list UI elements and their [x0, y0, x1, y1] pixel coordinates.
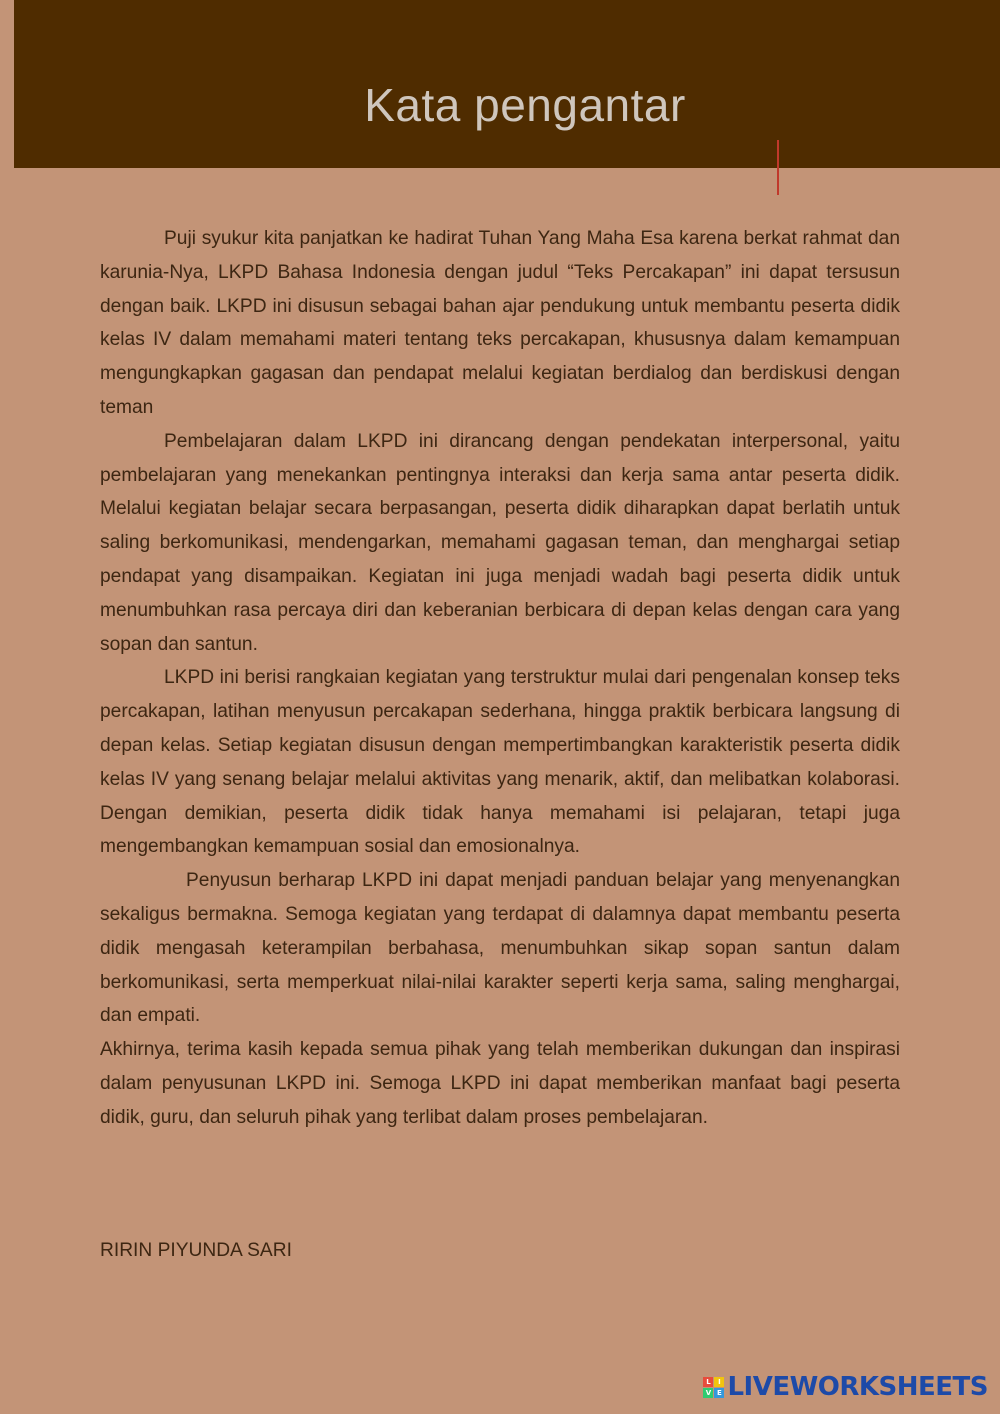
- paragraph-2: Pembelajaran dalam LKPD ini dirancang dengan pendekatan interpersonal, yaitu pembelajaran yang menekankan pentingnya interaksi dan kerja sama antar peserta didik. Melalui kegiatan belajar secara berpasangan, peserta didik diharapkan dapat berlatih untuk saling berkomunikasi, mendengarkan, memahami gagasan teman, dan menghargai setiap pendapat yang disampaikan. Kegiatan ini juga menjadi wadah bagi peserta didik untuk menumbuhkan rasa percaya diri dan keberanian berbicara di depan kelas dengan cara yang sopan dan santun.: [100, 430, 900, 655]
- logo-letter-l: L: [703, 1377, 713, 1387]
- page-title: Kata pengantar: [364, 79, 686, 131]
- accent-line: [777, 140, 779, 195]
- logo-letter-i: I: [714, 1377, 724, 1387]
- paragraph-1: Puji syukur kita panjatkan ke hadirat Tuhan Yang Maha Esa karena berkat rahmat dan karunia-Nya, LKPD Bahasa Indonesia dengan judul “Teks Percakapan” ini dapat tersusun dengan baik. LKPD ini disusun sebagai bahan ajar pendukung untuk membantu peserta didik kelas IV dalam memahami materi tentang teks percakapan, khususnya dalam kemampuan mengungkapkan gagasan dan pendapat melalui kegiatan berdialog dan berdiskusi dengan teman: [100, 228, 900, 418]
- logo-letter-v: V: [703, 1388, 713, 1398]
- body-text: [100, 222, 900, 1135]
- paragraph-5: Akhirnya, terima kasih kepada semua pihak yang telah memberikan dukungan dan inspirasi dalam penyusunan LKPD ini. Semoga LKPD ini dapat memberikan manfaat bagi peserta didik, guru, dan seluruh pihak yang terlibat dalam proses pembelajaran.: [100, 1039, 900, 1128]
- liveworksheets-logo-icon: [703, 1377, 724, 1398]
- brand-text: LIVEWORKSHEETS: [727, 1372, 988, 1402]
- paragraph-4: Penyusun berharap LKPD ini dapat menjadi panduan belajar yang menyenangkan sekaligus bermakna. Semoga kegiatan yang terdapat di dalamnya dapat membantu peserta didik mengasah keterampilan berbahasa, menumbuhkan sikap sopan santun dalam berkomunikasi, serta memperkuat nilai-nilai karakter seperti kerja sama, saling menghargai, dan empati.: [100, 870, 900, 1027]
- paragraph-3: LKPD ini berisi rangkaian kegiatan yang terstruktur mulai dari pengenalan konsep teks percakapan, latihan menyusun percakapan sederhana, hingga praktik berbicara langsung di depan kelas. Setiap kegiatan disusun dengan mempertimbangkan karakteristik peserta didik kelas IV yang senang belajar melalui aktivitas yang menarik, aktif, dan melibatkan kolaborasi. Dengan demikian, peserta didik tidak hanya memahami isi pelajaran, tetapi juga mengembangkan kemampuan sosial dan emosionalnya.: [100, 667, 900, 858]
- logo-letter-e: E: [714, 1388, 724, 1398]
- author-signature: RIRIN PIYUNDA SARI: [100, 1240, 292, 1261]
- liveworksheets-brand[interactable]: [703, 1372, 988, 1402]
